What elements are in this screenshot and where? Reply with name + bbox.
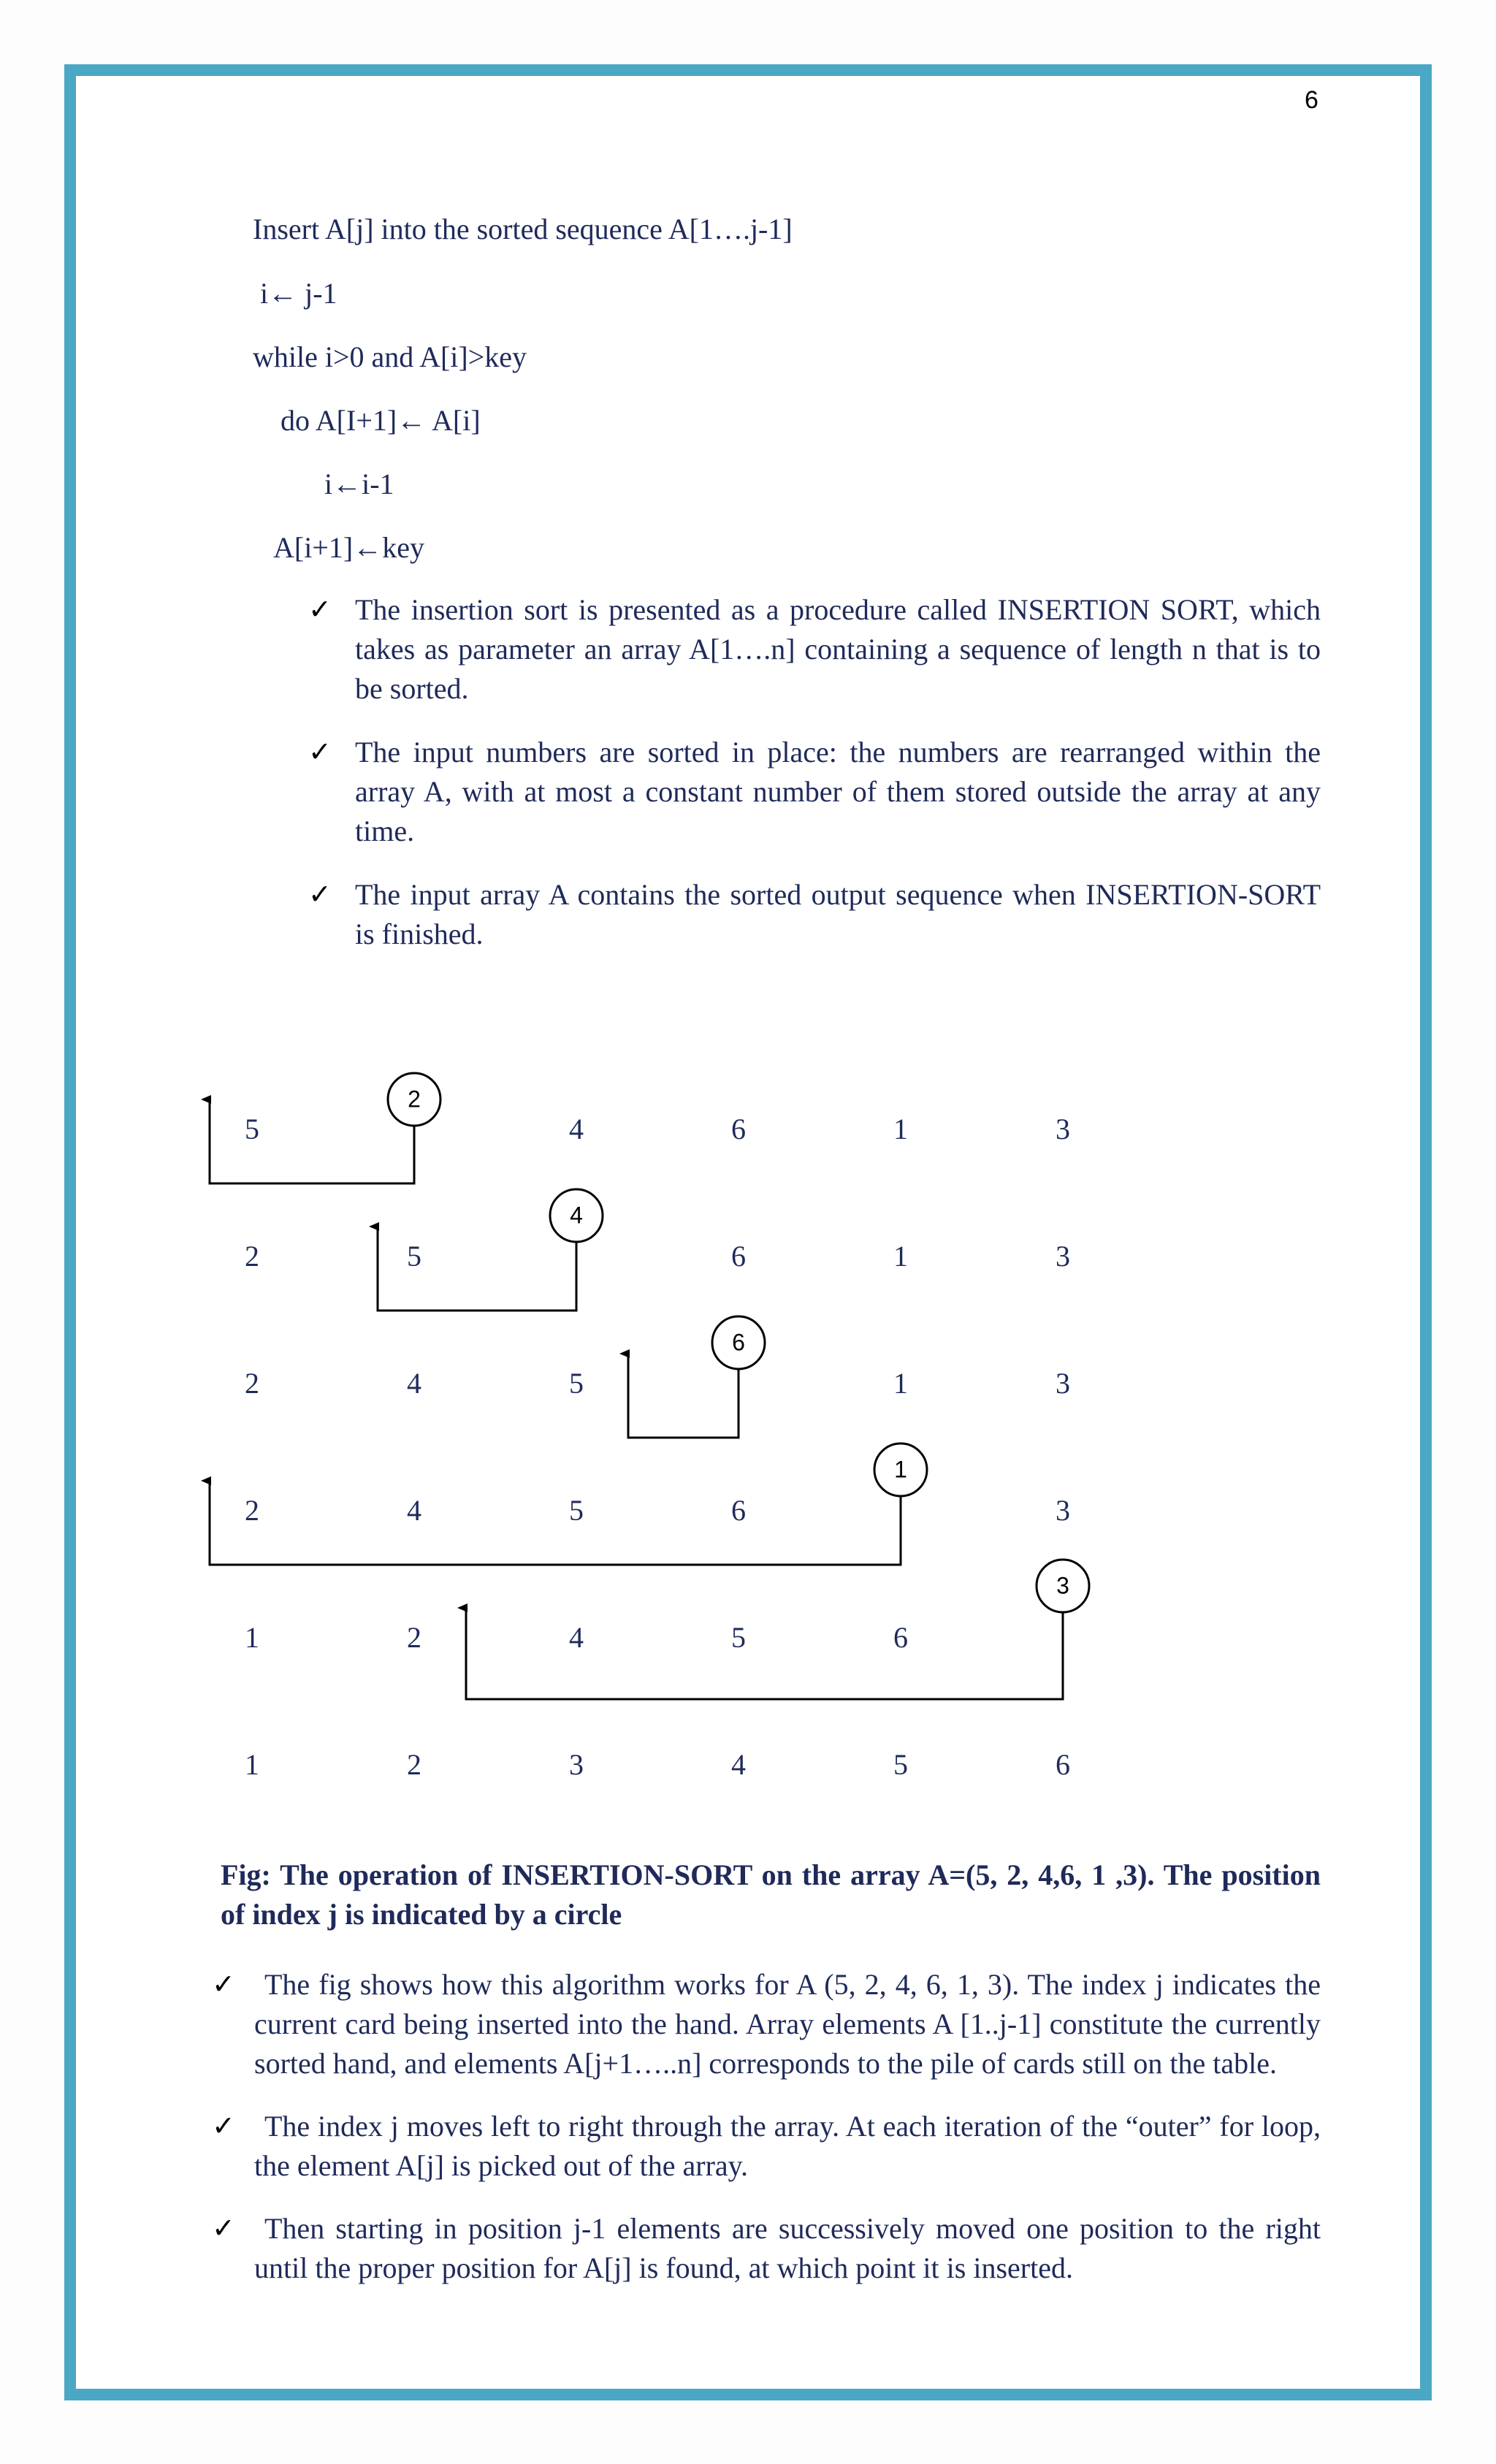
array-value: 1 xyxy=(245,1748,259,1782)
bullet-top-2-text: The input numbers are sorted in place: the numbers are rearranged within the array A, with at most a constant number of them stored outside the array at any time. xyxy=(355,736,1321,847)
circled-key-value: 2 xyxy=(408,1086,421,1113)
bullet-bottom-3-text: Then starting in position j-1 elements are successively moved one position to the right until the proper position for A[j] is found, at which point it is inserted. xyxy=(254,2212,1321,2284)
array-value: 6 xyxy=(731,1113,746,1146)
array-value: 4 xyxy=(569,1621,584,1655)
check-icon: ✓ xyxy=(308,737,332,768)
bullet-top-1-text: The insertion sort is presented as a procedure called INSERTION SORT, which takes as parameter an array A[1….n] containing a sequence of length n that is to be sorted. xyxy=(355,593,1321,705)
figure-caption: Fig: The operation of INSERTION-SORT on the array A=(5, 2, 4,6, 1 ,3). The position of index j is indicated by a circle xyxy=(221,1858,1321,1931)
bullet-top-3-text: The input array A contains the sorted output sequence when INSERTION-SORT is finished. xyxy=(355,878,1321,950)
array-value: 5 xyxy=(569,1494,584,1527)
array-value: 5 xyxy=(245,1113,259,1146)
array-value: 4 xyxy=(569,1113,584,1146)
array-value: 5 xyxy=(893,1748,908,1782)
array-value: 1 xyxy=(893,1113,908,1146)
bullet-bottom-2-text: The index j moves left to right through the array. At each iteration of the “outer” for loop, the element A[j] is picked out of the array. xyxy=(254,2110,1321,2182)
circled-key-value: 3 xyxy=(1056,1572,1069,1599)
pseudocode-line-3: while i>0 and A[i]>key xyxy=(253,340,527,373)
check-icon: ✓ xyxy=(308,880,332,910)
array-value: 6 xyxy=(1056,1748,1070,1782)
insertion-arrow xyxy=(466,1608,1063,1699)
array-value: 5 xyxy=(731,1621,746,1655)
array-value: 2 xyxy=(245,1240,259,1273)
array-value: 2 xyxy=(407,1748,421,1782)
circled-key-value: 1 xyxy=(894,1456,907,1483)
insertion-arrow xyxy=(210,1099,414,1183)
array-value: 1 xyxy=(245,1621,259,1655)
array-value: 3 xyxy=(1056,1113,1070,1146)
check-icon: ✓ xyxy=(308,595,332,625)
array-value: 4 xyxy=(731,1748,746,1782)
circled-key-value: 4 xyxy=(570,1202,583,1229)
array-value: 2 xyxy=(245,1367,259,1400)
array-value: 5 xyxy=(569,1367,584,1400)
array-value: 3 xyxy=(1056,1367,1070,1400)
bullet-bottom-1-text: The fig shows how this algorithm works for A (5, 2, 4, 6, 1, 3). The index j indicates the current card being inserted into the hand. Array elements A [1..j-1] constitute the currently sorted hand, and elements A[j+1…..n] corresponds to the pile of cards still on the table. xyxy=(254,1968,1321,2080)
page-number: 6 xyxy=(1305,86,1318,114)
array-value: 6 xyxy=(731,1240,746,1273)
array-value: 3 xyxy=(569,1748,584,1782)
insertion-arrow xyxy=(210,1481,901,1565)
pseudocode-line-6: A[i+1]←key xyxy=(273,531,424,564)
pseudocode-line-1: Insert A[j] into the sorted sequence A[1….j-1] xyxy=(253,213,793,245)
check-icon: ✓ xyxy=(212,2213,235,2244)
check-icon: ✓ xyxy=(212,2111,235,2142)
array-value: 1 xyxy=(893,1367,908,1400)
array-value: 2 xyxy=(407,1621,421,1655)
array-value: 4 xyxy=(407,1367,421,1400)
array-value: 6 xyxy=(893,1621,908,1655)
array-value: 6 xyxy=(731,1494,746,1527)
pseudocode-line-2: i← j-1 xyxy=(260,277,337,310)
array-value: 5 xyxy=(407,1240,421,1273)
check-icon: ✓ xyxy=(212,1969,235,2000)
pseudocode-line-4: do A[I+1]← A[i] xyxy=(280,404,481,437)
array-value: 1 xyxy=(893,1240,908,1273)
circled-key-value: 6 xyxy=(732,1329,745,1356)
array-value: 3 xyxy=(1056,1240,1070,1273)
insertion-arrow xyxy=(628,1354,739,1438)
array-value: 4 xyxy=(407,1494,421,1527)
pseudocode-line-5: i←i-1 xyxy=(324,468,394,500)
array-value: 2 xyxy=(245,1494,259,1527)
array-value: 3 xyxy=(1056,1494,1070,1527)
